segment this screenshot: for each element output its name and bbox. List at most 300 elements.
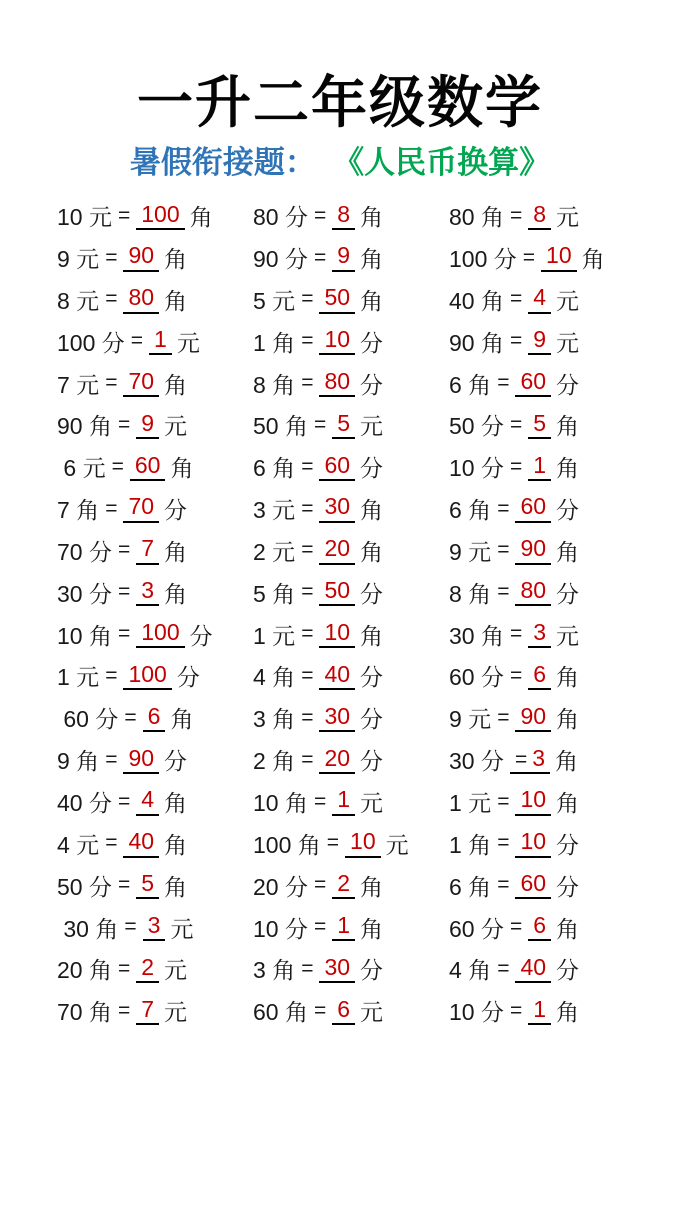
equation-question: 1 元 bbox=[253, 622, 296, 649]
answer-value: 30 bbox=[324, 702, 351, 729]
equation-unit: 分 bbox=[164, 497, 188, 524]
answer-value: 40 bbox=[128, 828, 155, 855]
answer-underlined bbox=[515, 494, 551, 522]
equation-row bbox=[449, 990, 645, 1032]
equation-question: 7 角 bbox=[57, 497, 100, 524]
equation-row bbox=[57, 362, 253, 404]
equals-sign: = bbox=[105, 496, 118, 520]
equation-unit: 角 bbox=[581, 246, 605, 273]
equation-unit: 角 bbox=[556, 790, 580, 817]
equals-sign: = bbox=[497, 873, 510, 897]
equals-sign: = bbox=[301, 622, 314, 646]
equals-sign: = bbox=[497, 496, 510, 520]
equation-unit: 元 bbox=[556, 329, 580, 356]
equation-question: 30 角 bbox=[449, 622, 504, 649]
equation-unit: 角 bbox=[164, 873, 188, 900]
answer-underlined bbox=[123, 829, 159, 857]
equation-row bbox=[449, 446, 645, 488]
equation-unit: 角 bbox=[360, 287, 384, 314]
equals-sign: = bbox=[509, 412, 523, 436]
equation-question: 20 分 bbox=[253, 873, 308, 900]
equation-unit: 元 bbox=[164, 413, 188, 440]
equals-sign: = bbox=[509, 203, 523, 227]
answer-value: 40 bbox=[520, 953, 547, 980]
equation-row bbox=[57, 571, 253, 613]
equation-question: 1 角 bbox=[449, 831, 492, 858]
equation-question: 2 元 bbox=[253, 538, 296, 565]
equation-question: 3 元 bbox=[253, 497, 296, 524]
answer-underlined bbox=[319, 494, 355, 522]
equation-unit: 元 bbox=[556, 287, 580, 314]
equation-row bbox=[253, 320, 449, 362]
equation-unit: 元 bbox=[360, 413, 384, 440]
equation-question: 10 分 bbox=[449, 999, 504, 1026]
equation-row bbox=[253, 906, 449, 948]
equation-question: 9 元 bbox=[449, 706, 492, 733]
answer-underlined bbox=[136, 955, 159, 983]
answer-underlined bbox=[515, 704, 551, 732]
equation-row bbox=[449, 404, 645, 446]
equals-sign: = bbox=[301, 329, 314, 353]
answer-underlined bbox=[136, 997, 159, 1025]
equation-row bbox=[57, 864, 253, 906]
equation-question: 8 元 bbox=[57, 287, 100, 314]
equation-question: 20 角 bbox=[57, 957, 112, 984]
equation-question: 60 角 bbox=[253, 999, 308, 1026]
answer-underlined bbox=[515, 829, 551, 857]
equals-sign: = bbox=[497, 580, 510, 604]
equation-row bbox=[57, 488, 253, 530]
equals-sign: = bbox=[124, 705, 137, 729]
equals-sign: = bbox=[117, 203, 131, 227]
answer-underlined bbox=[515, 578, 551, 606]
equation-row bbox=[449, 237, 645, 279]
equals-sign: = bbox=[117, 538, 131, 562]
answer-underlined bbox=[136, 787, 159, 815]
equation-question: 50 角 bbox=[253, 413, 308, 440]
equation-unit: 角 bbox=[556, 664, 580, 691]
answer-value: 6 bbox=[337, 995, 351, 1022]
answer-value: 6 bbox=[533, 660, 547, 687]
equals-sign: = bbox=[497, 538, 510, 562]
answer-value: 60 bbox=[520, 367, 547, 394]
answer-underlined bbox=[319, 746, 355, 774]
answer-value: 3 bbox=[533, 618, 547, 645]
answer-underlined bbox=[515, 871, 551, 899]
answer-value: 10 bbox=[520, 828, 547, 855]
equation-unit: 分 bbox=[556, 497, 580, 524]
equation-row bbox=[57, 655, 253, 697]
answer-underlined bbox=[332, 913, 355, 941]
answer-underlined bbox=[528, 285, 551, 313]
answer-value: 2 bbox=[141, 953, 155, 980]
equals-sign: = bbox=[313, 203, 327, 227]
answer-value: 10 bbox=[324, 618, 351, 645]
answer-value: 20 bbox=[324, 744, 351, 771]
equation-question: 6 角 bbox=[449, 371, 492, 398]
equation-row bbox=[253, 655, 449, 697]
equation-row bbox=[57, 530, 253, 572]
equals-sign: = bbox=[326, 831, 340, 855]
equation-unit: 分 bbox=[176, 664, 200, 691]
equals-sign: = bbox=[105, 747, 118, 771]
equation-row bbox=[57, 697, 253, 739]
equations-column-3 bbox=[449, 195, 645, 1032]
answer-value: 90 bbox=[128, 242, 155, 269]
answer-value: 30 bbox=[324, 953, 351, 980]
equation-unit: 元 bbox=[556, 204, 580, 231]
equation-question: 30 分 bbox=[449, 748, 504, 775]
equation-question: 60 分 bbox=[449, 915, 504, 942]
equation-unit: 角 bbox=[555, 748, 579, 775]
equation-row bbox=[449, 320, 645, 362]
equation-unit: 角 bbox=[360, 538, 384, 565]
answer-underlined bbox=[528, 620, 551, 648]
equation-row bbox=[449, 613, 645, 655]
equation-unit: 分 bbox=[556, 580, 580, 607]
answer-underlined bbox=[528, 411, 551, 439]
equals-sign: = bbox=[301, 496, 314, 520]
equals-sign: = bbox=[301, 663, 314, 687]
equation-unit: 角 bbox=[164, 580, 188, 607]
answer-underlined bbox=[319, 453, 355, 481]
equation-unit: 分 bbox=[556, 957, 580, 984]
answer-value: 80 bbox=[324, 367, 351, 394]
answer-underlined bbox=[143, 704, 166, 732]
answer-value: 10 bbox=[324, 326, 351, 353]
equation-question: 3 角 bbox=[253, 706, 296, 733]
answer-underlined bbox=[319, 955, 355, 983]
equation-question: 8 角 bbox=[449, 580, 492, 607]
answer-value: 1 bbox=[337, 911, 351, 938]
answer-value: 5 bbox=[337, 409, 351, 436]
equation-row bbox=[57, 739, 253, 781]
equation-question: 5 元 bbox=[253, 287, 296, 314]
answer-value: 10 bbox=[546, 242, 572, 269]
answer-value: 80 bbox=[128, 284, 155, 311]
answer-value: 7 bbox=[141, 535, 155, 562]
answer-underlined bbox=[123, 285, 159, 313]
answer-value: 9 bbox=[141, 409, 155, 436]
answer-value: 60 bbox=[324, 451, 351, 478]
equation-question: 90 角 bbox=[449, 329, 504, 356]
equation-unit: 角 bbox=[164, 371, 188, 398]
equals-sign: = bbox=[509, 622, 523, 646]
equation-row bbox=[449, 781, 645, 823]
equals-sign: = bbox=[105, 287, 118, 311]
equation-question: 90 角 bbox=[57, 413, 112, 440]
equals-sign: = bbox=[301, 747, 314, 771]
equals-sign: = bbox=[497, 956, 510, 980]
equation-row bbox=[253, 278, 449, 320]
equation-question: 100 角 bbox=[253, 831, 321, 858]
equals-sign: = bbox=[301, 538, 314, 562]
answer-underlined bbox=[123, 369, 159, 397]
equation-question: 50 分 bbox=[449, 413, 504, 440]
equation-unit: 分 bbox=[360, 664, 384, 691]
equals-sign: = bbox=[497, 371, 510, 395]
equation-unit: 元 bbox=[176, 329, 200, 356]
equals-sign: = bbox=[117, 956, 131, 980]
equals-sign: = bbox=[117, 873, 131, 897]
equation-question: 9 元 bbox=[449, 538, 492, 565]
equals-sign: = bbox=[313, 915, 327, 939]
equation-row bbox=[449, 655, 645, 697]
equals-sign: = bbox=[117, 622, 131, 646]
equation-row bbox=[253, 822, 449, 864]
equation-question: 100 分 bbox=[449, 246, 517, 273]
equation-row bbox=[57, 948, 253, 990]
equation-question: 40 分 bbox=[57, 790, 112, 817]
equation-unit: 角 bbox=[360, 873, 384, 900]
equation-question: 60 分 bbox=[57, 706, 119, 733]
answer-value: 8 bbox=[337, 200, 351, 227]
equation-question: 30 分 bbox=[57, 580, 112, 607]
equation-question: 1 元 bbox=[449, 790, 492, 817]
equation-question: 6 角 bbox=[449, 873, 492, 900]
answer-value: 5 bbox=[141, 870, 155, 897]
equals-sign: = bbox=[514, 747, 528, 771]
answer-underlined bbox=[510, 746, 550, 774]
answer-underlined bbox=[515, 787, 551, 815]
equation-question: 80 角 bbox=[449, 204, 504, 231]
equation-row bbox=[449, 195, 645, 237]
answer-underlined bbox=[515, 536, 551, 564]
equation-question: 9 元 bbox=[57, 246, 100, 273]
equation-unit: 元 bbox=[360, 790, 384, 817]
answer-value: 3 bbox=[147, 911, 161, 938]
equation-row bbox=[253, 404, 449, 446]
answer-value: 100 bbox=[141, 200, 180, 227]
equals-sign: = bbox=[130, 329, 144, 353]
equation-row bbox=[449, 822, 645, 864]
answer-underlined bbox=[528, 997, 551, 1025]
equation-row bbox=[449, 571, 645, 613]
equals-sign: = bbox=[313, 412, 327, 436]
equation-row bbox=[57, 446, 253, 488]
equals-sign: = bbox=[105, 663, 118, 687]
equation-row bbox=[253, 781, 449, 823]
equals-sign: = bbox=[117, 789, 131, 813]
answer-value: 8 bbox=[533, 200, 547, 227]
equation-unit: 元 bbox=[164, 999, 188, 1026]
equation-unit: 角 bbox=[556, 538, 580, 565]
equation-unit: 角 bbox=[170, 706, 194, 733]
answer-underlined bbox=[123, 662, 171, 690]
equation-question: 10 元 bbox=[57, 204, 112, 231]
equation-unit: 分 bbox=[360, 371, 384, 398]
answer-underlined bbox=[319, 285, 355, 313]
equation-row bbox=[57, 781, 253, 823]
equation-question: 9 角 bbox=[57, 748, 100, 775]
equation-row bbox=[449, 906, 645, 948]
answer-value: 60 bbox=[134, 451, 161, 478]
equals-sign: = bbox=[497, 831, 510, 855]
equation-question: 6 角 bbox=[449, 497, 492, 524]
equals-sign: = bbox=[509, 663, 523, 687]
equation-question: 80 分 bbox=[253, 204, 308, 231]
equation-unit: 分 bbox=[360, 455, 384, 482]
equation-unit: 角 bbox=[556, 455, 580, 482]
answer-value: 2 bbox=[337, 870, 351, 897]
equals-sign: = bbox=[117, 412, 131, 436]
answer-value: 90 bbox=[520, 702, 547, 729]
equation-question: 4 角 bbox=[449, 957, 492, 984]
answer-underlined bbox=[319, 327, 355, 355]
answer-value: 70 bbox=[128, 367, 155, 394]
answer-value: 6 bbox=[533, 911, 547, 938]
equation-unit: 角 bbox=[164, 790, 188, 817]
answer-value: 20 bbox=[324, 535, 351, 562]
answer-value: 100 bbox=[128, 660, 167, 687]
equation-question: 6 元 bbox=[57, 455, 106, 482]
equation-unit: 角 bbox=[360, 246, 384, 273]
equation-question: 7 元 bbox=[57, 371, 100, 398]
answer-underlined bbox=[136, 871, 159, 899]
answer-underlined bbox=[123, 746, 159, 774]
equals-sign: = bbox=[301, 705, 314, 729]
equation-unit: 元 bbox=[385, 831, 409, 858]
answer-value: 5 bbox=[533, 409, 547, 436]
equation-question: 3 角 bbox=[253, 957, 296, 984]
equation-row bbox=[253, 530, 449, 572]
equation-row bbox=[57, 990, 253, 1032]
equals-sign: = bbox=[301, 287, 314, 311]
answer-underlined bbox=[319, 578, 355, 606]
equation-unit: 元 bbox=[170, 915, 194, 942]
equation-row bbox=[253, 195, 449, 237]
equals-sign: = bbox=[497, 705, 510, 729]
answer-underlined bbox=[528, 327, 551, 355]
answer-value: 90 bbox=[520, 535, 547, 562]
equation-unit: 角 bbox=[170, 455, 194, 482]
equals-sign: = bbox=[313, 873, 327, 897]
equation-question: 40 角 bbox=[449, 287, 504, 314]
answer-value: 50 bbox=[324, 577, 351, 604]
equals-sign: = bbox=[111, 454, 124, 478]
equation-unit: 分 bbox=[360, 580, 384, 607]
answer-underlined bbox=[319, 369, 355, 397]
equation-row bbox=[449, 697, 645, 739]
subtitle-gap bbox=[316, 145, 333, 180]
answer-value: 40 bbox=[324, 660, 351, 687]
equation-unit: 角 bbox=[164, 831, 188, 858]
equation-question: 5 角 bbox=[253, 580, 296, 607]
equation-unit: 分 bbox=[556, 873, 580, 900]
equals-sign: = bbox=[509, 454, 523, 478]
equation-row bbox=[57, 906, 253, 948]
answer-value: 70 bbox=[128, 493, 155, 520]
answer-underlined bbox=[143, 913, 166, 941]
equals-sign: = bbox=[509, 329, 523, 353]
answer-underlined bbox=[149, 327, 172, 355]
equation-unit: 分 bbox=[189, 622, 213, 649]
equation-question: 100 分 bbox=[57, 329, 125, 356]
equation-row bbox=[449, 362, 645, 404]
equation-row bbox=[57, 822, 253, 864]
equals-sign: = bbox=[509, 998, 523, 1022]
equation-unit: 角 bbox=[164, 538, 188, 565]
answer-underlined bbox=[332, 411, 355, 439]
answer-value: 90 bbox=[128, 744, 155, 771]
answer-value: 60 bbox=[520, 870, 547, 897]
answer-underlined bbox=[528, 202, 551, 230]
equation-row bbox=[57, 320, 253, 362]
equals-sign: = bbox=[522, 245, 536, 269]
answer-value: 100 bbox=[141, 618, 180, 645]
equation-question: 50 分 bbox=[57, 873, 112, 900]
equation-row bbox=[253, 990, 449, 1032]
equation-unit: 分 bbox=[360, 329, 384, 356]
equation-unit: 角 bbox=[164, 287, 188, 314]
equation-row bbox=[253, 697, 449, 739]
equation-unit: 角 bbox=[360, 915, 384, 942]
answer-value: 80 bbox=[520, 577, 547, 604]
answer-underlined bbox=[319, 620, 355, 648]
equation-question: 10 分 bbox=[253, 915, 308, 942]
answer-underlined bbox=[136, 202, 184, 230]
equation-question: 10 分 bbox=[449, 455, 504, 482]
answer-value: 1 bbox=[154, 326, 167, 353]
equation-unit: 分 bbox=[360, 957, 384, 984]
equals-sign: = bbox=[301, 580, 314, 604]
equation-unit: 分 bbox=[556, 831, 580, 858]
equation-row bbox=[253, 948, 449, 990]
equation-question: 10 角 bbox=[253, 790, 308, 817]
answer-underlined bbox=[319, 536, 355, 564]
equation-unit: 角 bbox=[189, 204, 213, 231]
equation-unit: 元 bbox=[556, 622, 580, 649]
equation-row bbox=[253, 571, 449, 613]
equation-row bbox=[253, 613, 449, 655]
equation-row bbox=[57, 613, 253, 655]
equation-unit: 角 bbox=[164, 246, 188, 273]
equation-unit: 分 bbox=[360, 706, 384, 733]
equation-question: 1 角 bbox=[253, 329, 296, 356]
equation-unit: 元 bbox=[164, 957, 188, 984]
page-title: 一升二年级数学 bbox=[137, 71, 543, 134]
answer-underlined bbox=[332, 202, 355, 230]
answer-value: 60 bbox=[520, 493, 547, 520]
equals-sign: = bbox=[301, 454, 314, 478]
equation-unit: 分 bbox=[164, 748, 188, 775]
answer-value: 7 bbox=[141, 995, 155, 1022]
equation-unit: 角 bbox=[556, 706, 580, 733]
equation-row bbox=[57, 278, 253, 320]
equation-row bbox=[449, 739, 645, 781]
answer-value: 9 bbox=[533, 326, 547, 353]
equals-sign: = bbox=[105, 371, 118, 395]
equation-row bbox=[449, 530, 645, 572]
answer-underlined bbox=[528, 453, 551, 481]
equals-sign: = bbox=[313, 245, 327, 269]
page-subtitle bbox=[0, 144, 680, 181]
equation-row bbox=[253, 864, 449, 906]
equations-grid bbox=[57, 195, 680, 1032]
answer-underlined bbox=[136, 620, 184, 648]
equation-unit: 角 bbox=[556, 413, 580, 440]
answer-value: 30 bbox=[324, 493, 351, 520]
answer-underlined bbox=[528, 913, 551, 941]
answer-underlined bbox=[319, 704, 355, 732]
equals-sign: = bbox=[105, 245, 118, 269]
answer-value: 6 bbox=[147, 702, 161, 729]
equals-sign: = bbox=[301, 371, 314, 395]
answer-underlined bbox=[332, 787, 355, 815]
equation-question: 30 角 bbox=[57, 915, 119, 942]
equation-question: 90 分 bbox=[253, 246, 308, 273]
answer-underlined bbox=[123, 243, 159, 271]
